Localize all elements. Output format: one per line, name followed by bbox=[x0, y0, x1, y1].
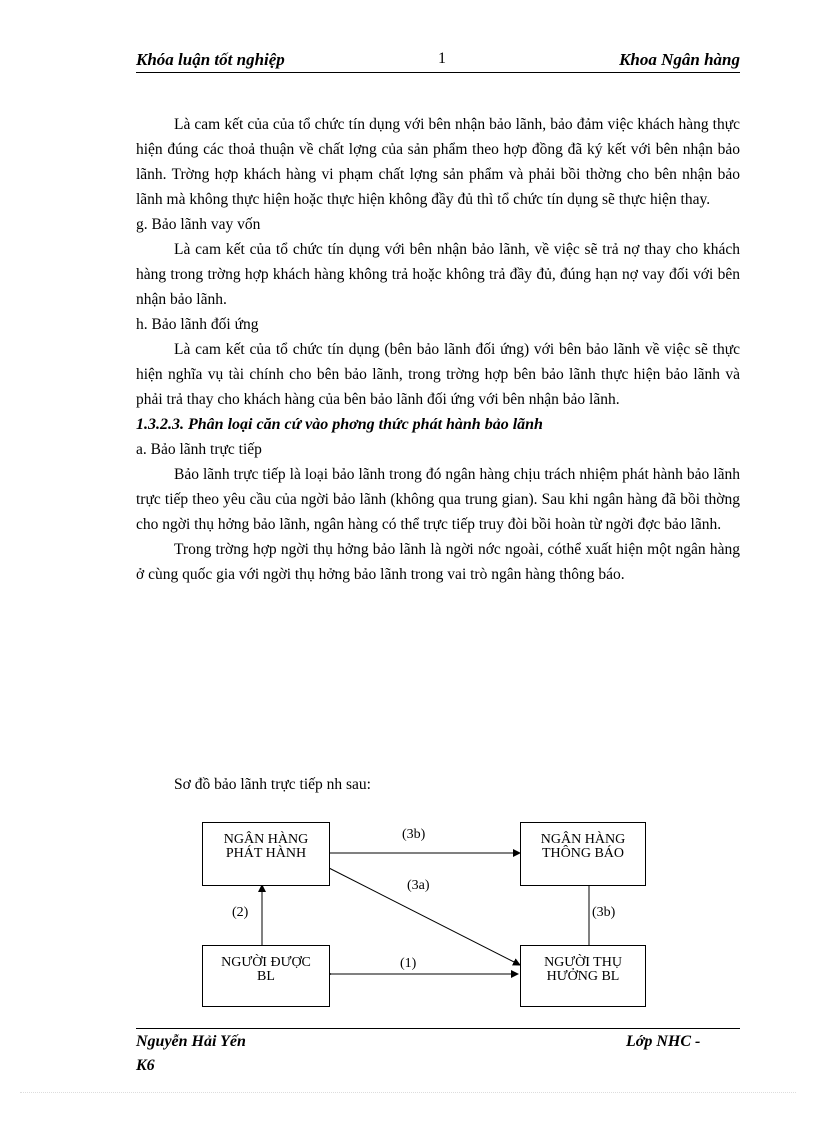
paragraph-advising-bank: Trong trờng hợp ngời thụ hởng bảo lãnh là ngời nớc ngoài, cóthể xuất hiện một ngân hàng ở cùng quốc gia với ngời thụ hởng bảo lãnh trong vai trò ngân hàng thông báo. bbox=[136, 541, 740, 583]
heading-loan-guarantee: g. Bảo lãnh vay vốn bbox=[136, 216, 261, 233]
label-1: (1) bbox=[400, 956, 417, 971]
footer-author-cont: K6 bbox=[136, 1057, 155, 1074]
header-thesis-title: Khóa luận tốt nghiệp bbox=[136, 50, 285, 69]
footer-author: Nguyễn Hải Yến bbox=[136, 1033, 246, 1050]
heading-counter-guarantee: h. Bảo lãnh đối ứng bbox=[136, 316, 259, 333]
paragraph-quality-guarantee: Là cam kết của của tổ chức tín dụng với bên nhận bảo lãnh, bảo đảm việc khách hàng thực hiện đúng các thoả thuận về chất lợng của sản phẩm theo hợp đồng đã ký kết với bên nhận bảo lãnh. Trờng hợp khách hàng vi phạm chất lợng sản phẩm và phải bồi thờng cho bên nhận bảo lãnh mà không thực hiện hoặc thực hiện không đầy đủ thì tổ chức tín dụng sẽ thực hiện thay. bbox=[136, 116, 740, 208]
label-2: (2) bbox=[232, 905, 249, 920]
label-3b-top: (3b) bbox=[402, 827, 426, 842]
box-advising-bank: NGÂN HÀNG THÔNG BÁO bbox=[520, 822, 646, 886]
bottom-dotted-line bbox=[20, 1092, 796, 1093]
page-number: 1 bbox=[438, 50, 446, 67]
paragraph-counter-guarantee: Là cam kết của tổ chức tín dụng (bên bảo lãnh đối ứng) với bên bảo lãnh về việc sẽ thực hiện nghĩa vụ tài chính cho bên bảo lãnh, trong trờng hợp bên bảo lãnh thực hiện bảo lãnh và phải trả thay cho khách hàng của bên bảo lãnh đối ứng với bên nhận bảo lãnh. bbox=[136, 341, 740, 408]
diagram-intro: Sơ đồ bảo lãnh trực tiếp nh sau: bbox=[174, 776, 371, 793]
page-footer bbox=[136, 1028, 740, 1074]
box-applicant: NGƯỜI ĐƯỢC BL bbox=[202, 945, 330, 1007]
label-3b-right: (3b) bbox=[592, 905, 616, 920]
header-faculty: Khoa Ngân hàng bbox=[619, 50, 740, 69]
label-3a: (3a) bbox=[407, 878, 430, 893]
footer-class: Lớp NHC - bbox=[626, 1033, 701, 1050]
box-beneficiary: NGƯỜI THỤ HƯỞNG BL bbox=[520, 945, 646, 1007]
box-issuing-bank: NGÂN HÀNG PHÁT HÀNH bbox=[202, 822, 330, 886]
paragraph-direct-guarantee: Bảo lãnh trực tiếp là loại bảo lãnh trong đó ngân hàng chịu trách nhiệm phát hành bảo lãnh trực tiếp theo yêu cầu của ngời bảo lãnh (không qua trung gian). Sau khi ngân hàng đã bồi thờng cho ngời thụ hởng bảo lãnh, ngân hàng có thể trực tiếp truy đòi bồi hoàn từ ngời đợc bảo lãnh. bbox=[136, 466, 740, 533]
paragraph-loan-guarantee: Là cam kết của tổ chức tín dụng với bên nhận bảo lãnh, về việc sẽ trả nợ thay cho khách hàng trong trờng hợp khách hàng không trả hoặc không trả đầy đủ, đúng hạn nợ vay đối với bên nhận bảo lãnh. bbox=[136, 241, 740, 308]
section-heading: 1.3.2.3. Phân loại căn cứ vào phơng thức phát hành bảo lãnh bbox=[136, 416, 543, 433]
heading-direct-guarantee: a. Bảo lãnh trực tiếp bbox=[136, 441, 262, 458]
